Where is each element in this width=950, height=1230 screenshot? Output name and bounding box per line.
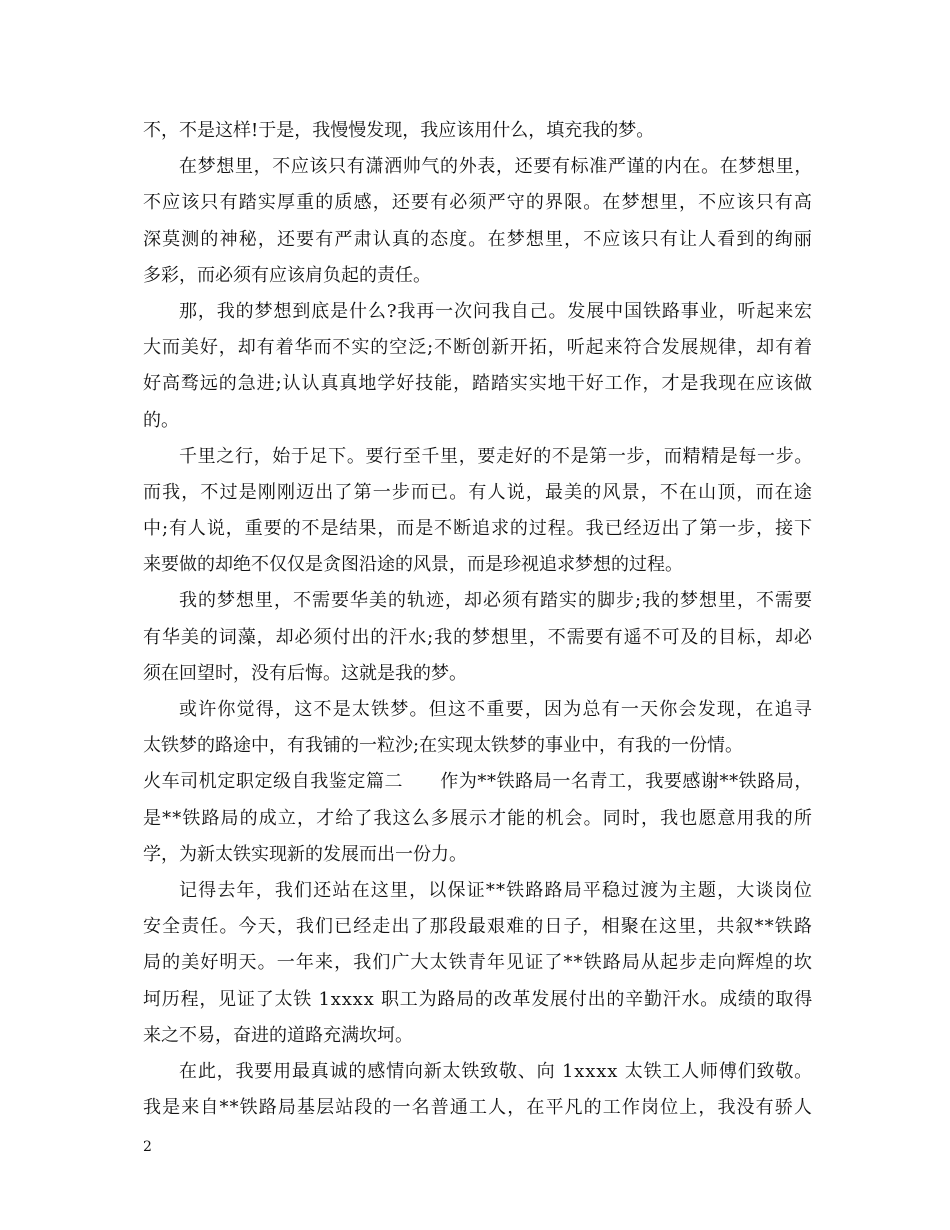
text-line: 安全责任。今天，我们已经走出了那段最艰难的日子，相聚在这里，共叙**铁路 [143, 916, 813, 938]
text-line: 大而美好，却有着华而不实的空泛;不断创新开拓，听起来符合发展规律，却有着 [143, 337, 813, 359]
text-line: 那，我的梦想到底是什么?我再一次问我自己。发展中国铁路事业，听起来宏 [179, 300, 813, 322]
page-number: 2 [143, 1139, 152, 1155]
text-line: 学，为新太铁实现新的发展而出一份力。 [143, 843, 467, 865]
text-line: 深莫测的神秘，还要有严肃认真的态度。在梦想里，不应该只有让人看到的绚丽 [143, 228, 813, 250]
text-line: 多彩，而必须有应该肩负起的责任。 [143, 264, 431, 286]
text-line: 来之不易，奋进的道路充满坎坷。 [143, 1024, 413, 1046]
text-line: 是**铁路局的成立，才给了我这么多展示才能的机会。同时，我也愿意用我的所 [143, 807, 813, 829]
text-line: 太铁梦的路途中，有我铺的一粒沙;在实现太铁梦的事业中，有我的一份情。 [143, 735, 744, 757]
text-line: 不，不是这样!于是，我慢慢发现，我应该用什么，填充我的梦。 [143, 120, 655, 141]
document-body [143, 113, 813, 1126]
text-line: 中;有人说，重要的不是结果，而是不断追求的过程。我已经迈出了第一步，接下 [143, 518, 813, 540]
text-line: 的。 [143, 409, 179, 431]
text-line: 而我，不过是刚刚迈出了第一步而已。有人说，最美的风景，不在山顶，而在途 [143, 481, 813, 503]
text-line: 有华美的词藻，却必须付出的汗水;我的梦想里，不需要有遥不可及的目标，却必 [143, 626, 813, 648]
text-line: 须在回望时，没有后悔。这就是我的梦。 [143, 662, 467, 684]
text-line: 或许你觉得，这不是太铁梦。但这不重要，因为总有一天你会发现，在追寻 [179, 699, 813, 720]
text-line: 局的美好明天。一年来，我们广大太铁青年见证了**铁路局从起步走向辉煌的坎 [143, 952, 813, 974]
text-line: 坷历程，见证了太铁 1xxxx 职工为路局的改革发展付出的辛勤汗水。成绩的取得 [143, 988, 813, 1010]
text-line: 我是来自**铁路局基层站段的一名普通工人，在平凡的工作岗位上，我没有骄人 [143, 1097, 813, 1119]
text-line: 好高骛远的急进;认认真真地学好技能，踏踏实实地干好工作，才是我现在应该做 [143, 373, 813, 395]
text-line: 来要做的却绝不仅仅是贪图沿途的风景，而是珍视追求梦想的过程。 [143, 554, 683, 576]
text-line: 我的梦想里，不需要华美的轨迹，却必须有踏实的脚步;我的梦想里，不需要 [179, 590, 813, 612]
text-line: 在此，我要用最真诚的感情向新太铁致敬、向 1xxxx 太铁工人师傅们致敬。 [179, 1060, 813, 1082]
text-line: 不应该只有踏实厚重的质感，还要有必须严守的界限。在梦想里，不应该只有高 [143, 192, 813, 214]
text-line: 火车司机定职定级自我鉴定篇二 作为**铁路局一名青工，我要感谢**铁路局， [143, 771, 813, 793]
text-line: 千里之行，始于足下。要行至千里，要走好的不是第一步，而精精是每一步。 [179, 445, 813, 467]
text-line: 记得去年，我们还站在这里，以保证**铁路路局平稳过渡为主题，大谈岗位 [179, 879, 813, 901]
text-line: 在梦想里，不应该只有潇洒帅气的外表，还要有标准严谨的内在。在梦想里， [179, 156, 813, 178]
